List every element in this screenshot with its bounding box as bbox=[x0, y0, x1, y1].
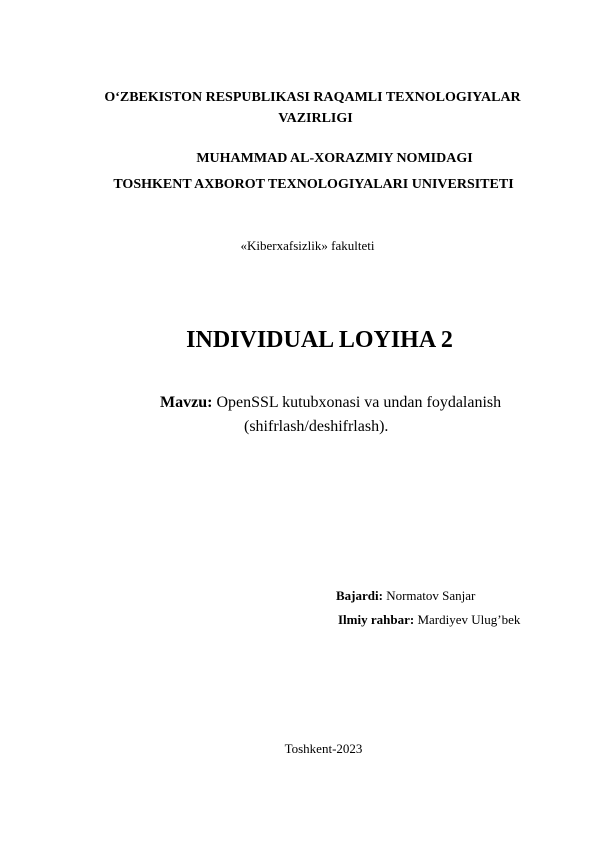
topic-line1 bbox=[160, 394, 501, 412]
advisor-line bbox=[338, 612, 520, 628]
university-name-line1: MUHAMMAD AL-XORAZMIY NOMIDAGI bbox=[196, 151, 473, 166]
ministry-name-line2: VAZIRLIGI bbox=[278, 111, 353, 126]
faculty-name: «Kiberxafsizlik» fakulteti bbox=[240, 238, 375, 253]
author-label: Bajardi: bbox=[336, 588, 383, 603]
university-name-line2: TOSHKENT AXBOROT TEXNOLOGIYALARI UNIVERSITETI bbox=[113, 177, 514, 192]
author-line bbox=[336, 588, 475, 604]
document-title: INDIVIDUAL LOYIHA 2 bbox=[186, 327, 453, 353]
topic-text-line2: (shifrlash/deshifrlash). bbox=[244, 418, 389, 435]
advisor-name: Mardiyev Ulug’bek bbox=[414, 612, 521, 627]
topic-text-line1: OpenSSL kutubxonasi va undan foydalanish bbox=[212, 394, 502, 411]
city-year: Toshkent-2023 bbox=[284, 741, 363, 756]
topic-label: Mavzu: bbox=[160, 394, 213, 411]
ministry-name-line1: O‘ZBEKISTON RESPUBLIKASI RAQAMLI TEXNOLOGIYALAR bbox=[104, 90, 521, 105]
author-name: Normatov Sanjar bbox=[382, 588, 476, 603]
advisor-label: Ilmiy rahbar: bbox=[338, 612, 415, 627]
